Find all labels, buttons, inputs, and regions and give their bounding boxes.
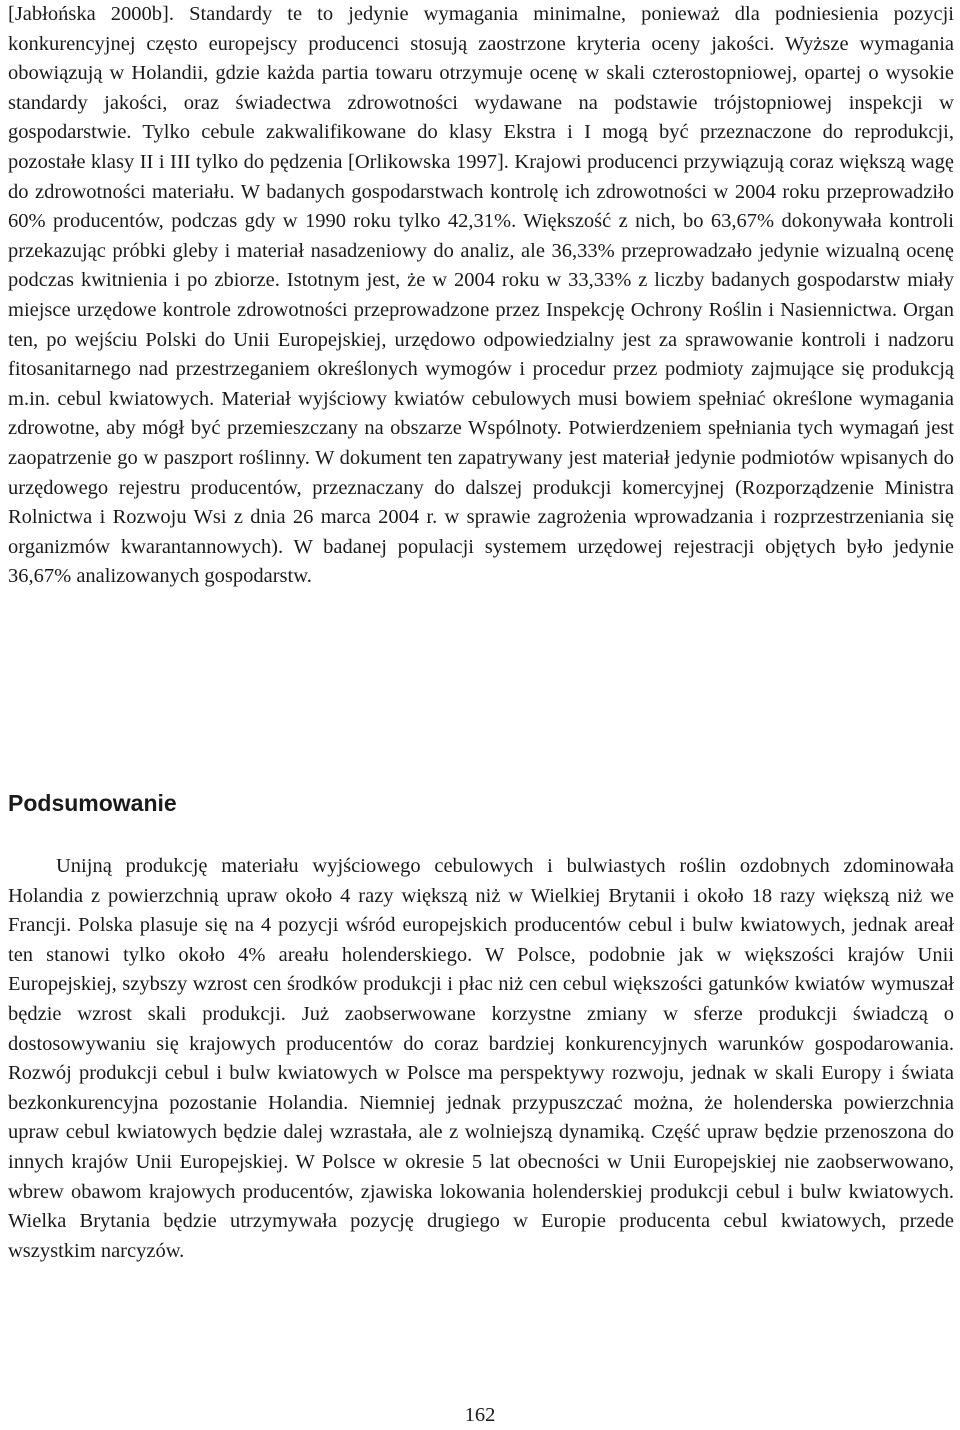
document-page xyxy=(8,0,954,1262)
section-title: Podsumowanie xyxy=(8,790,177,816)
body-paragraph-2: Unijną produkcję materiału wyjściowego cebulowych i bulwiastych roślin ozdobnych zdominowała Holandia z powierzchnią upraw około 4 razy większą niż w Wielkiej Brytanii i około 18 razy większą niż we Francji. Polska plasuje się na 4 pozycji wśród europejskich producentów cebul i bulw kwiatowych, jednak areał ten stanowi tylko około 4% areału holenderskiego. W Polsce, podobnie jak w większości krajów Unii Europejskiej, szybszy wzrost cen środków produkcji i płac niż cen cebul większości gatunków kwiatów wymuszał będzie wzrost skali produkcji. Już zaobserwowane korzystne zmiany w sferze produkcji świadczą o dostosowywaniu się krajowych producentów do coraz bardziej konkurencyjnych warunków gospodarowania. Rozwój produkcji cebul i bulw kwiatowych w Polsce ma perspektywy rozwoju, jednak w skali Europy i świata bezkonkurencyjna pozostanie Holandia. Niemniej jednak przypuszczać można, że holenderska powierzchnia upraw cebul kwiatowych będzie dalej wzrastała, ale z wolniejszą dynamiką. Część upraw będzie przenoszona do innych krajów Unii Europejskiej. W Polsce w okresie 5 lat obecności w Unii Europejskiej nie zaobserwowano, wbrew obawom krajowych producentów, zjawiska lokowania holenderskiej produkcji cebul i bulw kwiatowych. Wielka Brytania będzie utrzymywała pozycję drugiego w Europie producenta cebul kwiatowych, przede wszystkim narcyzów. xyxy=(8,855,954,1262)
page-number: 162 xyxy=(464,1404,496,1426)
body-paragraph-1: [Jabłońska 2000b]. Standardy te to jedynie wymagania minimalne, ponieważ dla podniesienia pozycji konkurencyjnej często europejscy producenci stosują zaostrzone kryteria oceny jakości. Wyższe wymagania obowiązują w Holandii, gdzie każda partia towaru otrzymuje ocenę w skali czterostopniowej, opartej o wysokie standardy jakości, oraz świadectwa zdrowotności wydawane na podstawie trójstopniowej inspekcji w gospodarstwie. Tylko cebule zakwalifikowane do klasy Ekstra i I mogą być przeznaczone do reprodukcji, pozostałe klasy II i III tylko do pędzenia [Orlikowska 1997]. Krajowi producenci przywiązują coraz większą wagę do zdrowotności materiału. W badanych gospodarstwach kontrolę ich zdrowotności w 2004 roku przeprowadziło 60% producentów, podczas gdy w 1990 roku tylko 42,31%. Większość z nich, bo 63,67% dokonywała kontroli przekazując próbki gleby i materiał nasadzeniowy do analiz, ale 36,33% przeprowadzało jedynie wizualną ocenę podczas kwitnienia i po zbiorze. Istotnym jest, że w 2004 roku w 33,33% z liczby badanych gospodarstw miały miejsce urzędowe kontrole zdrowotności przeprowadzone przez Inspekcję Ochrony Roślin i Nasiennictwa. Organ ten, po wejściu Polski do Unii Europejskiej, urzędowo odpowiedzialny jest za sprawowanie kontroli i nadzoru fitosanitarnego nad przestrzeganiem określonych wymogów i procedur przez podmioty zajmujące się produkcją m.in. cebul kwiatowych. Materiał wyjściowy kwiatów cebulowych musi bowiem spełniać określone wymagania zdrowotne, aby mógł być przemieszczany na obszarze Wspólnoty. Potwierdzeniem spełniania tych wymagań jest zaopatrzenie go w paszport roślinny. W dokument ten zapatrywany jest materiał jedynie podmiotów wpisanych do urzędowego rejestru producentów, przeznaczany do dalszej produkcji komercyjnej (Rozporządzenie Ministra Rolnictwa i Rozwoju Wsi z dnia 26 marca 2004 r. w sprawie zagrożenia wprowadzania i rozprzestrzeniania się organizmów kwarantannowych). W badanej populacji systemem urzędowej rejestracji objętych było jedynie 36,67% analizowanych gospodarstw. xyxy=(8,3,954,588)
